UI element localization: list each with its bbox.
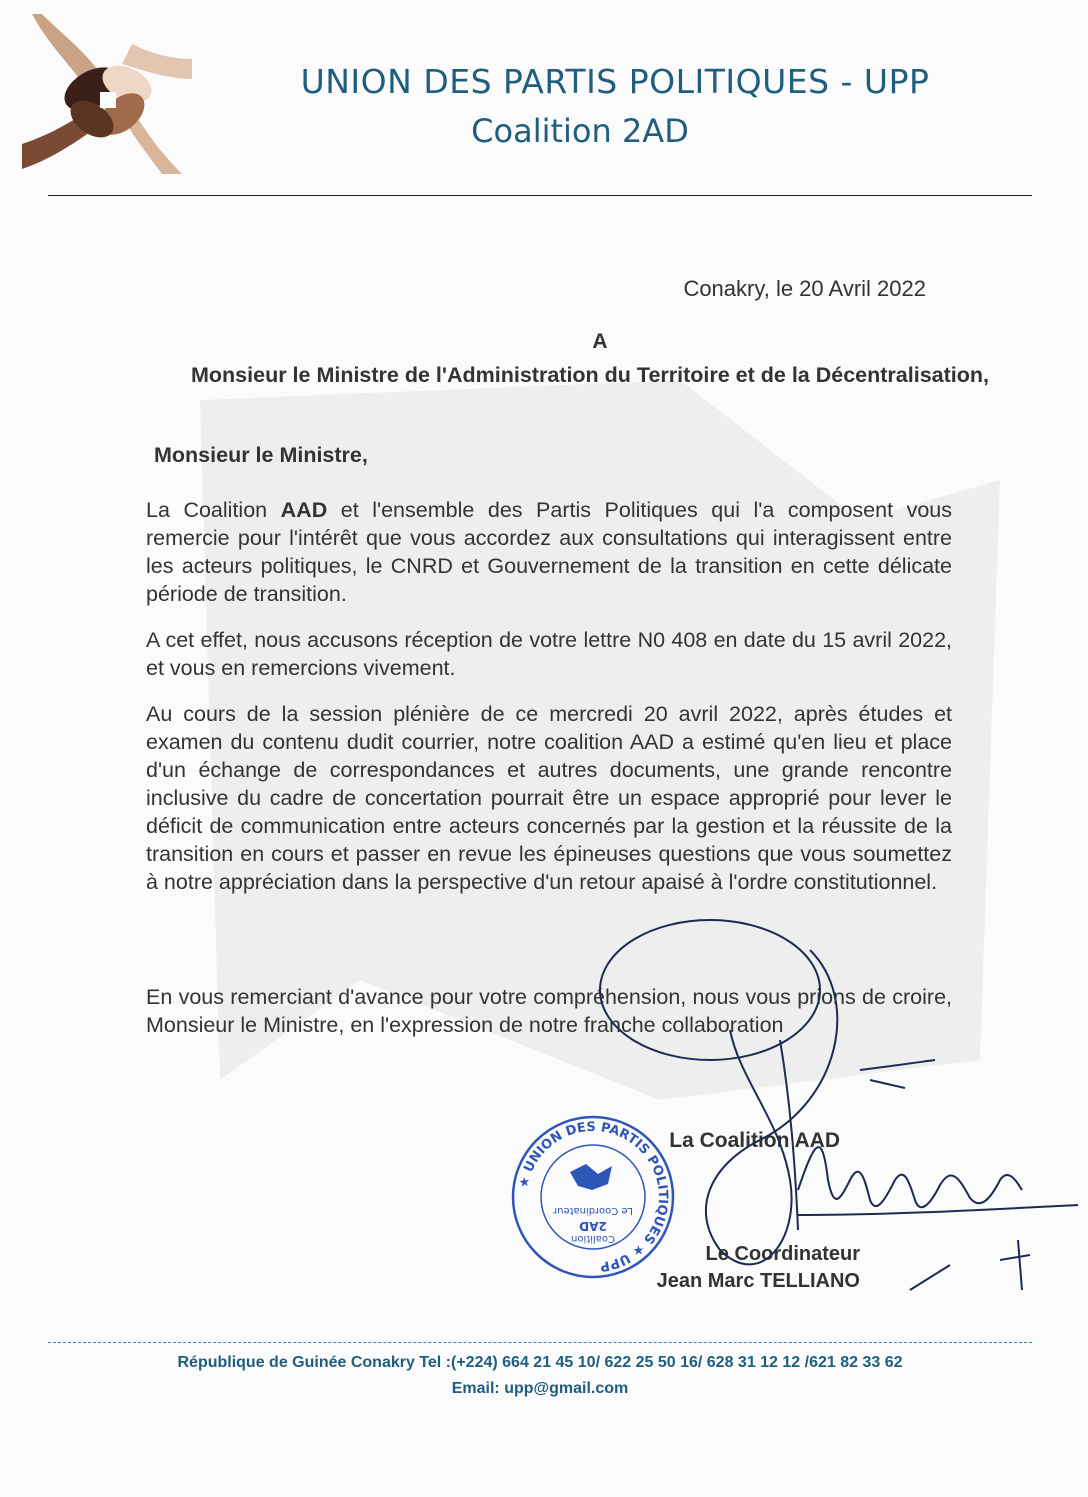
organization-subtitle: Coalition 2AD — [471, 112, 689, 150]
footer-divider — [48, 1342, 1032, 1343]
paragraph-1 — [146, 496, 952, 608]
footer-contact: République de Guinée Conakry Tel :(+224) 664 21 45 10/ 622 25 50 16/ 628 31 12 12 /621 82 33 62 — [177, 1354, 903, 1371]
header-divider — [48, 195, 1032, 196]
paragraph-3: Au cours de la session plénière de ce mercredi 20 avril 2022, après études et examen du contenu dudit courrier, notre coalition AAD a estimé qu'en lieu et place d'un échange de correspondances et autres documents, une grande rencontre inclusive du cadre de concertation pourrait être un espace approprié pour lever le déficit de communication entre acteurs concernés par la gestion et la réussite de la transition en cours et passer en revue les épineuses questions que vous soumettez à notre appréciation dans la perspective d'un retour apaisé à l'ordre constitutionnel. — [146, 702, 952, 894]
handwritten-signature — [560, 880, 1080, 1300]
organization-title: UNION DES PARTIS POLITIQUES - UPP — [300, 62, 930, 101]
closing-role: Le Coordinateur — [705, 1243, 860, 1265]
closing-organization: La Coalition AAD — [669, 1129, 840, 1152]
signatory-name: Jean Marc TELLIANO — [656, 1270, 860, 1292]
svg-text:2AD: 2AD — [579, 1219, 607, 1233]
paragraph-1-rest: et l'ensemble des Partis Politiques qui l'a composent vous remercie pour l'intérêt que vous accordez aux consultations qui interagissent entre les acteurs politiques, le CNRD et Gouvernement de la transition en cette délicate période de transition. — [146, 498, 952, 606]
address-prefix: A — [592, 330, 608, 353]
paragraph-1-bold: AAD — [280, 498, 328, 522]
salutation: Monsieur le Ministre, — [154, 443, 368, 467]
svg-text:Coalition: Coalition — [571, 1233, 615, 1244]
paragraph-2: A cet effet, nous accusons réception de votre lettre N0 408 en date du 15 avril 2022, et vous en remercions vivement. — [146, 628, 952, 680]
paragraph-4: En vous remerciant d'avance pour votre compréhension, nous vous prions de croire, Monsieur le Ministre, en l'expression de notre franche collaboration — [146, 985, 952, 1037]
letter-date: Conakry, le 20 Avril 2022 — [683, 276, 926, 301]
footer-email: Email: upp@gmail.com — [451, 1380, 629, 1397]
joined-hands-logo-icon — [22, 14, 192, 174]
paragraph-1-start: La Coalition — [146, 498, 281, 522]
svg-text:★ UNION DES PARTIS POLITIQUES: ★ UNION DES PARTIS POLITIQUES ★ UPP — [516, 1119, 671, 1274]
recipient: Monsieur le Ministre de l'Administration du Territoire et de la Décentralisation, — [191, 363, 989, 387]
svg-text:Le Coordinateur: Le Coordinateur — [553, 1205, 633, 1216]
